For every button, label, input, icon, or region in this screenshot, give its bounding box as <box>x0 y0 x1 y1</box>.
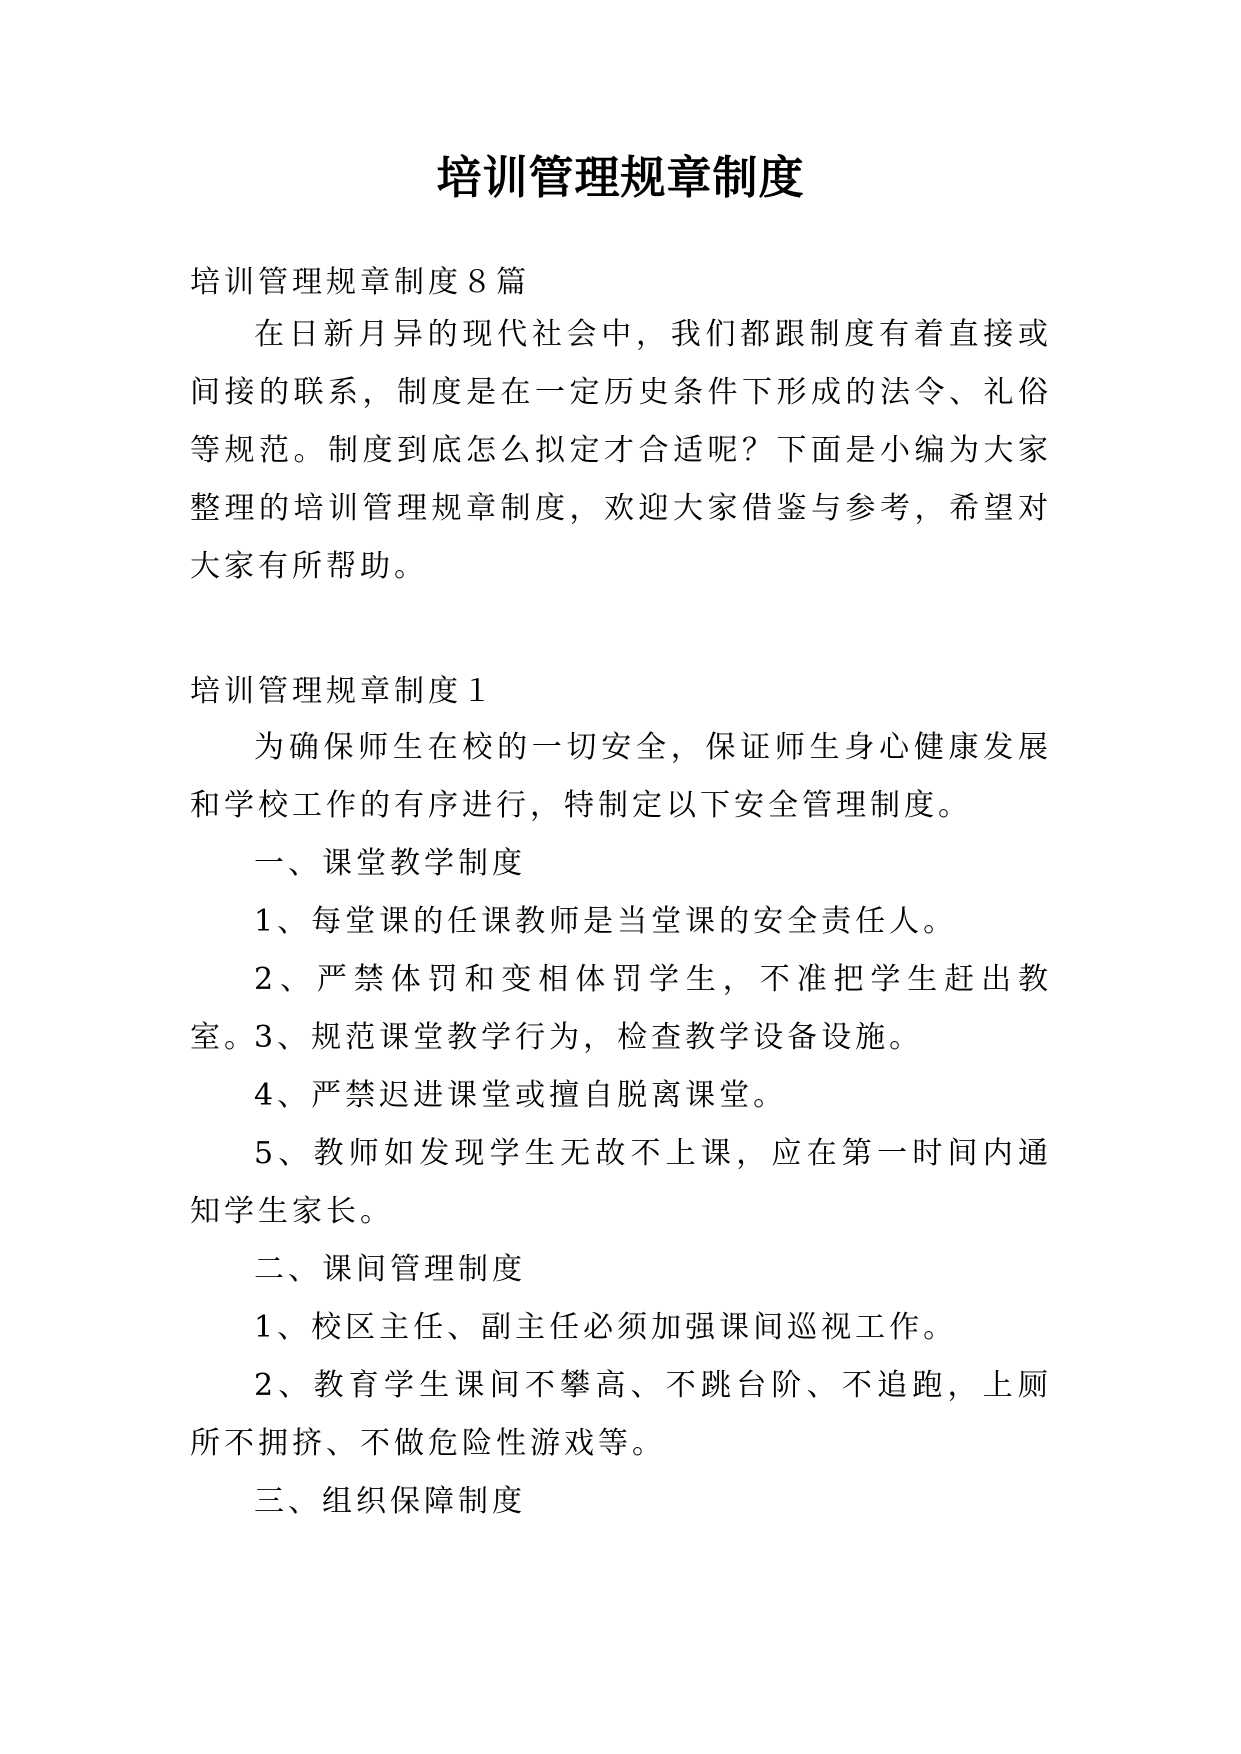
collection-heading: 培训管理规章制度８篇 <box>190 265 530 300</box>
section-heading: 培训管理规章制度１ <box>190 674 496 709</box>
part3-heading: 三、组织保障制度 <box>254 1484 526 1519</box>
part1-item-1: 1、每堂课的任课教师是当堂课的安全责任人。 <box>254 904 958 939</box>
part1-item-2: 2、严禁体罚和变相体罚学生，不准把学生赶出教室。 <box>190 962 1052 1055</box>
part1-heading: 一、课堂教学制度 <box>254 846 526 881</box>
document-title: 培训管理规章制度 <box>436 151 805 204</box>
part2-item-1: 1、校区主任、副主任必须加强课间巡视工作。 <box>254 1310 958 1345</box>
part1-item-5: 5、教师如发现学生无故不上课，应在第一时间内通知学生家长。 <box>190 1136 1052 1229</box>
part1-item-3: 3、规范课堂教学行为，检查教学设备设施。 <box>254 1020 924 1055</box>
section-intro-paragraph: 为确保师生在校的一切安全，保证师生身心健康发展和学校工作的有序进行，特制定以下安全管理制度。 <box>190 730 1052 823</box>
intro-paragraph: 在日新月异的现代社会中，我们都跟制度有着直接或间接的联系，制度是在一定历史条件下形成的法令、礼俗等规范。制度到底怎么拟定才合适呢？下面是小编为大家整理的培训管理规章制度，欢迎大家借鉴与参考，希望对大家有所帮助。 <box>190 317 1052 584</box>
part2-heading: 二、课间管理制度 <box>254 1252 526 1287</box>
part2-item-2: 2、教育学生课间不攀高、不跳台阶、不追跑，上厕所不拥挤、不做危险性游戏等。 <box>190 1368 1052 1461</box>
part1-item-4: 4、严禁迟进课堂或擅自脱离课堂。 <box>254 1078 788 1113</box>
